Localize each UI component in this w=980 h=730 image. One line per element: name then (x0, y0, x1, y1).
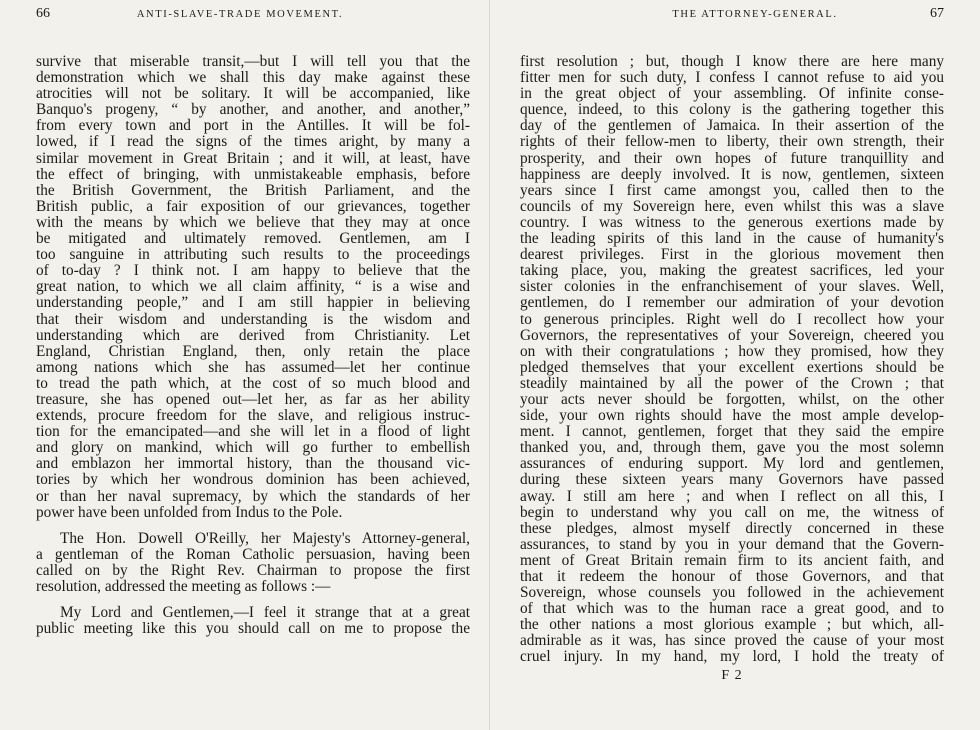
text-line: assurances of enduring support. My lord and gentlemen, (520, 455, 944, 473)
text-line: cruel injury. In my hand, my lord, I hold the treaty of (520, 648, 944, 666)
text-line: on with their congratulations ; how they promised, how they (520, 342, 944, 360)
text-line: lowed, if I read the signs of the times aright, by many a (36, 133, 470, 151)
text-line: treasure, she has opened out—let her, as far as her ability (36, 390, 470, 408)
text-line: that their wisdom and understanding is the wisdom and (36, 310, 470, 328)
text-line: thanked you, and, through them, gave you the most solemn (520, 439, 944, 457)
text-line: My Lord and Gentlemen,—I feel it strange that at a great (60, 604, 470, 622)
right-header (520, 6, 944, 28)
text-line: side, your own rights should have the most ample develop- (520, 407, 944, 425)
text-line: gentlemen, do I remember our admiration of your devotion (520, 294, 944, 312)
right-body-text (520, 54, 944, 666)
text-line: similar movement in Great Britain ; and it will, at least, have (36, 149, 470, 167)
text-line: prosperity, and their own hopes of future tranquillity and (520, 149, 944, 167)
text-line: these pledges, almost myself directly concerned in these (520, 519, 944, 537)
text-line: understanding which are derived from Christianity. Let (36, 326, 470, 344)
text-line: public meeting like this you should call on me to propose the (36, 620, 470, 638)
text-line: of to-day ? I think not. I am happy to believe that the (36, 262, 470, 280)
text-line: quence, indeed, to this colony is the gathering together this (520, 101, 944, 119)
text-line: The Hon. Dowell O'Reilly, her Majesty's Attorney-general, (60, 529, 470, 547)
text-line: resolution, addressed the meeting as follows :— (36, 578, 331, 595)
text-line: power have been unfolded from Indus to the Pole. (36, 503, 343, 521)
left-header (36, 6, 470, 28)
text-line: with the means by which we believe that they may at once (36, 213, 470, 231)
text-line: the effect of bringing, with unmistakeable emphasis, before (36, 165, 470, 183)
text-line: a gentleman of the Roman Catholic persuasion, having been (36, 545, 470, 563)
text-line: dearest privileges. First in the glorious movement then (520, 246, 944, 264)
text-line: the British Government, the British Parliament, and the (36, 181, 470, 199)
text-line: in the great object of your assembling. Of infinite conse- (520, 85, 944, 103)
text-line: England, Christian England, then, only retain the place (36, 342, 470, 360)
text-line: that it redeem the honour of those Governors, and that (520, 568, 944, 585)
text-line: survive that miserable transit,—but I will tell you that the (36, 53, 470, 70)
text-line: to generous principles. Right well do I recollect how your (520, 310, 944, 328)
text-line: and emblazon her immortal history, than the thousand vic- (36, 455, 470, 473)
text-line: assurances, to stand by you in your demand that the Govern- (520, 535, 944, 553)
right-page-number: 67 (929, 6, 944, 21)
text-line: of that which was to the human race a great good, and to (520, 600, 944, 618)
text-line: to tread the path which, at the cost of so much blood and (36, 374, 470, 392)
right-page (490, 0, 980, 730)
text-line: Governors, the representatives of your Sovereign, cheered you (520, 326, 944, 344)
text-line: understanding people,” and I am still happier in believing (36, 294, 470, 312)
text-line: first resolution ; but, though I know there are here many (520, 53, 944, 70)
text-line: great nation, to which we all claim affinity, “ is a wise and (36, 278, 470, 296)
text-line: demonstration which we shall this day make against these (36, 69, 470, 87)
signature-mark: F 2 (721, 667, 743, 683)
text-line: the other nations a most glorious example ; but which, all- (520, 616, 944, 634)
text-line: tion for the emancipated—and she will let in a flood of light (36, 423, 470, 441)
text-line: tories by which her wondrous dominion has been achieved, (36, 471, 470, 489)
text-line: sister colonies in the enfranchisement of your slaves. Well, (520, 278, 944, 296)
text-line: from every town and port in the Antilles. It will be fol- (36, 117, 470, 135)
text-line: away. I still am here ; and when I reflect on all this, I (520, 487, 944, 505)
text-line: atrocities will not be solitary. It will be accompanied, like (36, 85, 470, 103)
text-line: country. I was witness to the generous exertions made by (520, 213, 944, 231)
right-running-head: THE ATTORNEY-GENERAL. (672, 9, 838, 20)
text-line: Banquo's progeny, “ by another, and another, and another,” (36, 101, 470, 119)
text-line: and glory on mankind, which will go further to embellish (36, 439, 470, 457)
text-line: the leading spirits of this land in the cause of humanity's (520, 230, 944, 248)
text-line: extends, procure freedom for the slave, and religious instruc- (36, 407, 470, 425)
text-line: fitter men for such duty, I confess I cannot refuse to aid you (520, 69, 944, 87)
text-line: be mitigated and ultimately removed. Gentlemen, am I (36, 230, 470, 248)
text-line: rights of their fellow-men to liberty, their own strength, their (520, 133, 944, 151)
left-page-number: 66 (36, 6, 50, 21)
text-line: among nations which she has assumed—let her continue (36, 358, 470, 376)
text-line: or than her naval supremacy, by which the standards of her (36, 487, 470, 505)
text-line: begin to understand why you call on me, the witness of (520, 503, 944, 521)
text-line: years since I first came amongst you, called then to the (520, 181, 944, 199)
text-line: Sovereign, whose counsels you followed in the achievement (520, 584, 944, 602)
left-body-text (36, 54, 470, 637)
text-line: called on by the Right Rev. Chairman to propose the first (36, 561, 470, 579)
text-line: your acts never should be forgotten, whilst, on the other (520, 390, 944, 408)
text-line: too sanguine in attributing such results to the proceedings (36, 246, 470, 264)
text-line: admirable as it was, has since proved the cause of your most (520, 632, 944, 650)
text-line: British public, a fair exposition of our grievances, together (36, 197, 470, 215)
text-line: day of the gentlemen of Jamaica. In their assertion of the (520, 117, 944, 135)
text-line: steadily maintained by all the power of the Crown ; that (520, 374, 944, 392)
text-line: ment. I cannot, gentlemen, forget that they said the empire (520, 423, 944, 441)
text-line: pledged themselves that your excellent exertions should be (520, 358, 944, 376)
text-line: taking place, you, making the greatest sacrifices, led your (520, 262, 944, 280)
text-line: happiness are deeply involved. It is now, gentlemen, sixteen (520, 165, 944, 183)
text-line: councils of my Sovereign here, even whilst this was a slave (520, 197, 944, 215)
text-line: ment of Great Britain remain firm to its ancient faith, and (520, 551, 944, 569)
text-line: during these sixteen years many Governors have passed (520, 471, 944, 489)
left-running-head: ANTI-SLAVE-TRADE MOVEMENT. (136, 9, 344, 20)
